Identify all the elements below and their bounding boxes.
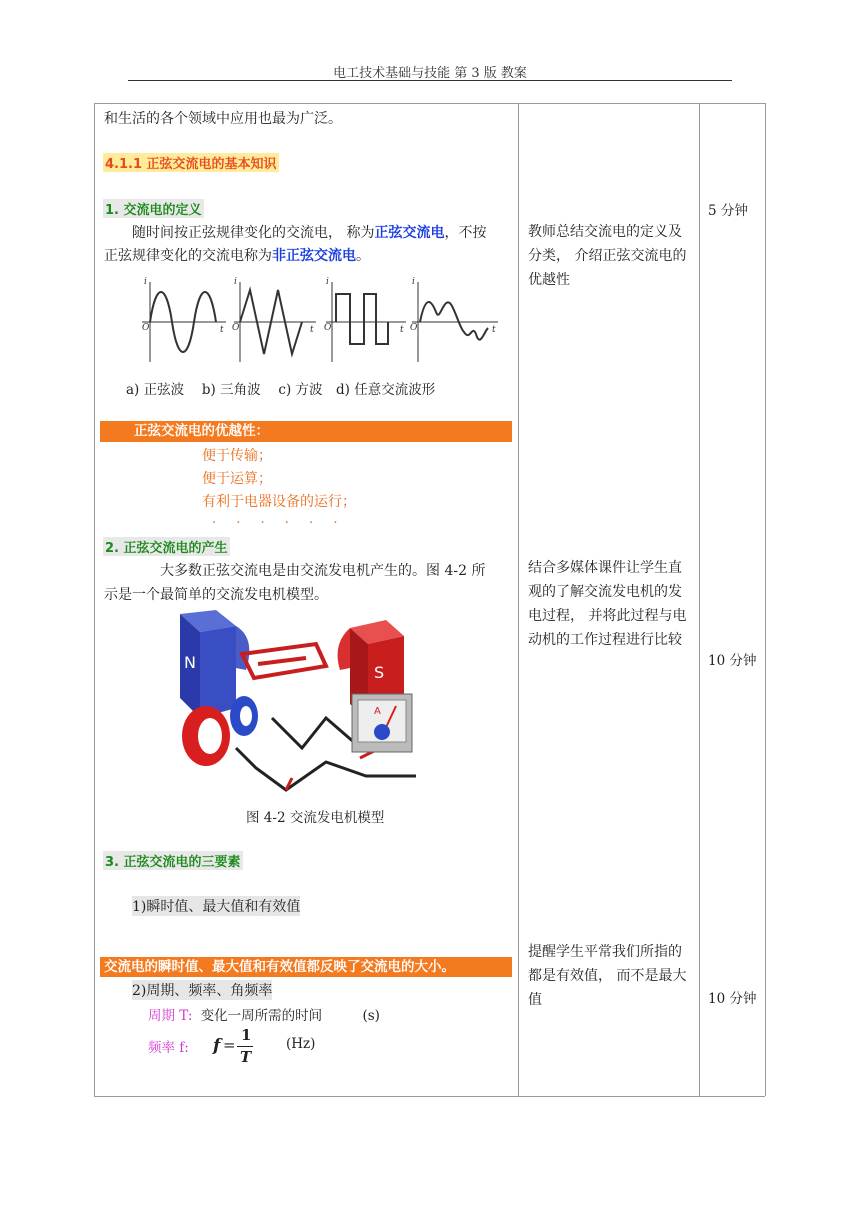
definition-line-1	[132, 222, 486, 242]
axis-label: O	[410, 323, 418, 333]
teacher-note-2: 结合多媒体课件让学生直观的了解交流发电机的发电过程， 并将此过程与电动机的工作过程进行比较	[528, 560, 687, 648]
axis-label: t	[492, 325, 496, 335]
definition-text: 正弦规律变化的交流电称为	[104, 248, 272, 264]
table-right-border	[765, 103, 766, 1096]
advantages-title: 正弦交流电的优越性：	[134, 423, 269, 439]
term-non-sine-ac: 非正弦交流电	[272, 248, 356, 264]
generation-line-1: 大多数正弦交流电是由交流发电机产生的。图 4-2 所	[160, 563, 486, 579]
element-item-2: 2)周期、频率、角频率	[132, 980, 272, 1000]
axis-label: O	[324, 323, 332, 333]
fraction-bar	[237, 1046, 253, 1047]
subsection-heading-definition: 1. 交流电的定义	[103, 199, 204, 218]
table-col-divider-2	[699, 103, 700, 1096]
period-row	[148, 1004, 380, 1024]
frequency-unit: (Hz)	[286, 1036, 316, 1052]
magnitude-note-bar	[100, 957, 512, 977]
section-heading: 4.1.1 正弦交流电的基本知识	[103, 153, 279, 172]
axis-label: t	[220, 325, 224, 335]
figure-caption: 图 4-2 交流发电机模型	[246, 810, 385, 826]
definition-text: 随时间按正弦规律变化的交流电， 称为	[132, 225, 375, 241]
magnet-n-label: N	[184, 653, 196, 672]
time-allocation-3: 10 分钟	[708, 991, 757, 1007]
generator-model-figure	[176, 608, 428, 796]
waveform-figure	[136, 272, 506, 368]
axis-label: O	[232, 323, 240, 333]
definition-line-2	[104, 245, 370, 265]
definition-text: ，不按	[444, 225, 487, 241]
ellipsis: . . . . . .	[212, 512, 346, 527]
advantage-item: 有利于电器设备的运行；	[202, 494, 356, 510]
advantage-item: 便于运算；	[202, 471, 272, 487]
term-sine-ac: 正弦交流电	[374, 225, 445, 241]
table-top-border	[94, 103, 765, 104]
table-col-divider-1	[518, 103, 519, 1096]
teacher-note-3: 提醒学生平常我们所指的都是有效值， 而不是最大值	[528, 944, 687, 1008]
formula-f: f	[213, 1036, 221, 1056]
header-rule	[128, 80, 732, 81]
axis-label: t	[400, 325, 404, 335]
axis-label: t	[310, 325, 314, 335]
formula-equals: =	[223, 1036, 236, 1054]
period-label: 周期 T:	[148, 1008, 193, 1024]
axis-label: i	[144, 277, 147, 287]
waveform-caption: a) 正弦波 b) 三角波 c) 方波 d) 任意交流波形	[126, 382, 436, 398]
axis-label: O	[142, 323, 150, 333]
period-unit: (s)	[362, 1008, 380, 1024]
formula-denominator: T	[240, 1048, 252, 1066]
page-header: 电工技术基础与技能 第 3 版 教案	[333, 66, 527, 81]
generation-line-2: 示是一个最简单的交流发电机模型。	[104, 587, 328, 603]
formula-numerator: 1	[241, 1026, 252, 1044]
time-allocation-1: 5 分钟	[708, 203, 748, 219]
axis-label: i	[412, 277, 415, 287]
axis-label: i	[234, 277, 237, 287]
magnet-s-label: S	[374, 663, 385, 682]
freq-label: 频率 f:	[148, 1040, 189, 1056]
ammeter-label: A	[374, 706, 381, 717]
advantage-item: 便于传输；	[202, 448, 272, 464]
frequency-label	[148, 1036, 189, 1056]
axis-label: i	[326, 277, 329, 287]
table-left-border	[94, 103, 95, 1096]
advantages-bar	[100, 421, 512, 442]
magnitude-note-text: 交流电的瞬时值、最大值和有效值都反映了交流电的大小。	[104, 959, 455, 975]
intro-line: 和生活的各个领域中应用也最为广泛。	[104, 111, 342, 127]
period-text: 变化一周所需的时间	[200, 1008, 323, 1024]
teacher-note-1: 教师总结交流电的定义及分类， 介绍正弦交流电的优越性	[528, 224, 687, 288]
subsection-heading-generation: 2. 正弦交流电的产生	[103, 537, 230, 556]
element-item-1: 1)瞬时值、最大值和有效值	[132, 896, 300, 916]
subsection-heading-three-elements: 3. 正弦交流电的三要素	[103, 851, 243, 870]
time-allocation-2: 10 分钟	[708, 653, 757, 669]
table-bottom-border	[94, 1096, 765, 1097]
definition-text: 。	[356, 248, 370, 264]
